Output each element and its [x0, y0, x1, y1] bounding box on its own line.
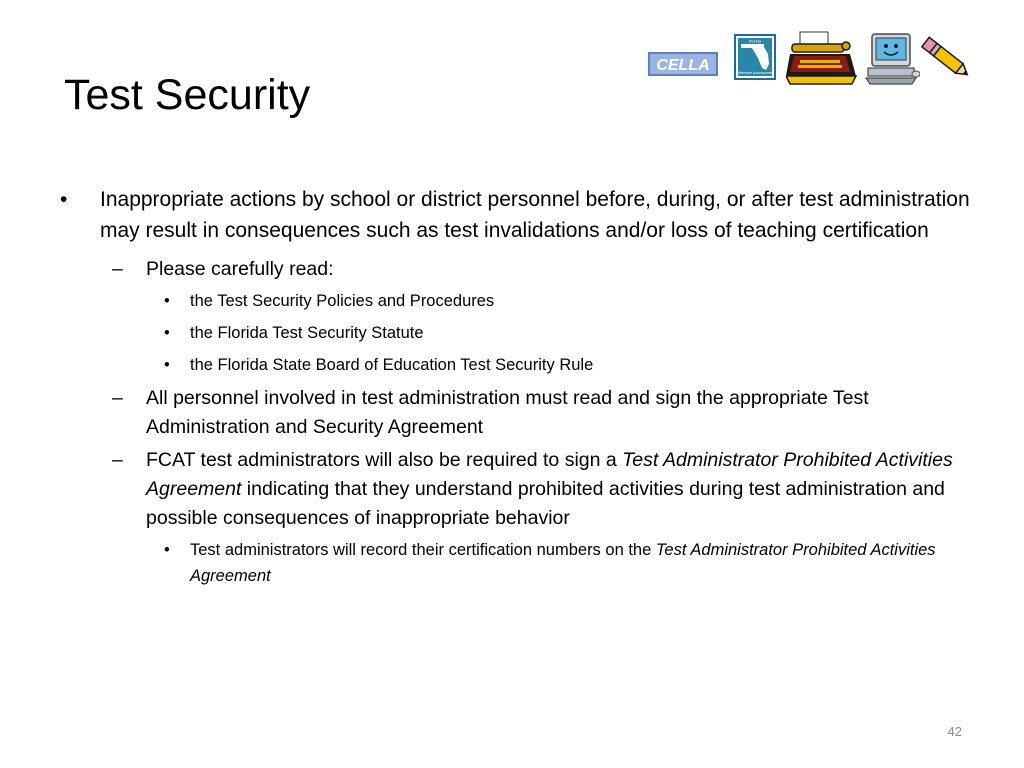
dash-marker: – — [112, 258, 123, 280]
list-item — [60, 184, 970, 246]
bullet-text: the Florida Test Security Statute — [190, 324, 424, 342]
bullet-text — [190, 541, 936, 585]
slide-title: Test Security — [64, 71, 311, 119]
list-item — [60, 320, 970, 346]
agreement-title-italic: Test Administrator Prohibited Activities Agreement — [146, 449, 953, 500]
florida-alternate-assessment-logo — [734, 34, 776, 80]
bullet-marker: • — [164, 541, 170, 559]
list-item — [60, 352, 970, 378]
bullet-list — [60, 184, 970, 595]
cella-logo-text: CELLA — [656, 57, 710, 74]
bullet-text-part: Test administrators will record their certification numbers on the — [190, 541, 656, 559]
bullet-text: Inappropriate actions by school or district personnel before, during, or after test administration may result in consequences such as test invalidations and/or loss of teaching certification — [100, 188, 970, 242]
bullet-text: All personnel involved in test administration must read and sign the appropriate Test Administration and Security Agreement — [146, 387, 869, 438]
bullet-text: Please carefully read: — [146, 258, 334, 280]
bullet-marker: • — [164, 356, 170, 374]
list-item — [60, 537, 970, 589]
bullet-text — [146, 449, 953, 529]
agreement-title-italic: Test Administrator Prohibited Activities Agreement — [190, 541, 936, 585]
cella-logo — [648, 52, 718, 76]
list-item — [60, 446, 970, 533]
bullet-text: the Test Security Policies and Procedures — [190, 292, 495, 310]
pencil-icon — [918, 32, 974, 84]
bullet-text: the Florida State Board of Education Test Security Rule — [190, 356, 594, 374]
computer-icon — [864, 32, 920, 86]
logo-strip — [646, 30, 976, 90]
bullet-text-part: FCAT test administrators will also be required to sign a — [146, 449, 623, 471]
bullet-marker: • — [164, 324, 170, 342]
bullet-marker: • — [164, 292, 170, 310]
list-item — [60, 288, 970, 314]
dash-marker: – — [112, 449, 123, 471]
dash-marker: – — [112, 387, 123, 409]
typewriter-icon — [786, 30, 860, 86]
florida-logo-top-text: Florida — [748, 38, 762, 44]
list-item — [60, 255, 970, 284]
bullet-marker: • — [60, 188, 68, 211]
florida-logo-text: Alternate Assessment — [737, 71, 773, 75]
page-number: 42 — [947, 724, 962, 739]
list-item — [60, 384, 970, 442]
bullet-text-part: indicating that they understand prohibited activities during test administration and possible consequences of inappropriate behavior — [146, 478, 945, 529]
